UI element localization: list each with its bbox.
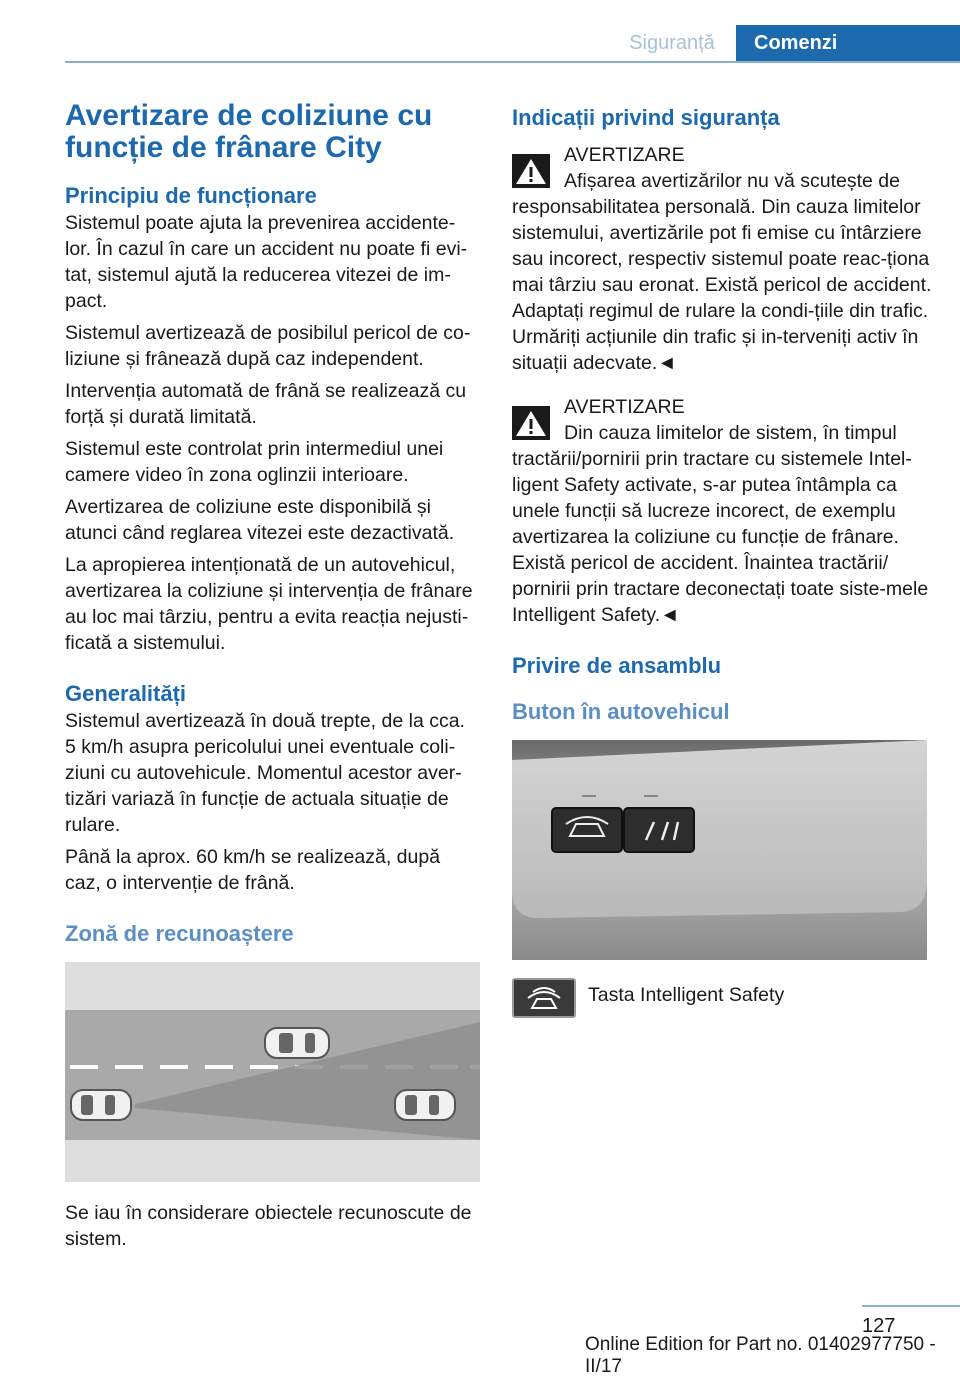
intelligent-safety-icon xyxy=(512,978,576,1018)
page-title: Avertizare de coliziune cu funcție de frânare City xyxy=(65,99,433,164)
edition-note: Online Edition for Part no. 01402977750 - II/17 xyxy=(585,1334,936,1377)
section-heading-siguranta: Indicații privind siguranța xyxy=(512,105,780,130)
section-heading-buton: Buton în autovehicul xyxy=(512,699,730,724)
page-number: 127 xyxy=(862,1315,896,1337)
warning-triangle-icon xyxy=(512,154,550,188)
section-heading-ansamblu: Privire de ansamblu xyxy=(512,653,722,678)
warning-label: AVERTIZARE xyxy=(564,396,685,418)
car-detection-icon xyxy=(65,962,480,1182)
paragraph: Până la aprox. 60 km/h se realizează, după caz, o intervenție de frână. xyxy=(65,846,441,894)
button-panel-illustration xyxy=(512,740,927,960)
detection-zone-illustration xyxy=(65,962,480,1182)
right-column xyxy=(512,104,932,1018)
paragraph: Intervenția automată de frână se realizează cu forță și durată limitată. xyxy=(65,380,467,428)
paragraph: La apropierea intenționată de un autovehicul, avertizarea la coliziune și intervenția de frânare au loc mai târziu, pentru a evita reacția nejusti-ficată a sistemului. xyxy=(65,554,473,654)
paragraph: Sistemul poate ajuta la prevenirea accidente-lor. În cazul în care un accident nu poate fi evi-tat, sistemul ajută la reducerea vitezei de im-pact. xyxy=(65,212,468,312)
vehicle-button-photo xyxy=(512,740,927,960)
section-heading-generalitati: Generalități xyxy=(65,681,187,706)
left-column xyxy=(65,100,480,1252)
paragraph: Sistemul avertizează de posibilul pericol de co-liziune și frânează după caz independent. xyxy=(65,322,471,370)
paragraph: Sistemul avertizează în două trepte, de la cca. 5 km/h asupra pericolului unei eventuale coli-ziuni cu autovehicule. Momentul acestor aver-tizări variază în funcție de actuala situație de rulare. xyxy=(65,710,465,836)
header-rule xyxy=(65,61,960,63)
warning-text: Afișarea avertizărilor nu vă scutește de responsabilitatea personală. Din cauza limitelor sistemului, avertizările pot fi emise cu întârziere sau incorect, respectiv sistemul poate reac-ționa mai târziu sau eronat. Există pericol de accident. Adaptați regimul de rulare la condi-țiile din trafic. Urmăriți acțiunile din trafic și in-terveniți activ în situații adecvate.◄ xyxy=(512,170,932,374)
section-heading-principiu: Principiu de funcționare xyxy=(65,183,317,208)
key-legend xyxy=(512,978,932,1018)
header-tab-comenzi[interactable]: Comenzi xyxy=(736,25,960,61)
header-tab-siguranta[interactable]: Siguranță xyxy=(629,32,715,54)
key-label: Tasta Intelligent Safety xyxy=(588,984,785,1006)
paragraph: Sistemul este controlat prin intermediul unei camere video în zona oglinzii interioare. xyxy=(65,438,444,486)
footer-rule xyxy=(862,1305,960,1307)
warning-label: AVERTIZARE xyxy=(564,144,685,166)
warning-block-2 xyxy=(512,394,932,628)
warning-triangle-icon xyxy=(512,406,550,440)
warning-text: Din cauza limitelor de sistem, în timpul tractării/pornirii prin tractare cu sistemele Intel-ligent Safety activate, s-ar putea întâmpla ca unele funcții să lucreze incorect, de exemplu avertizarea la coliziune cu funcție de frânare. Există pericol de accident. Înaintea tractării/ pornirii prin tractare deconectați toate siste-mele Intelligent Safety.◄ xyxy=(512,422,929,626)
warning-block-1 xyxy=(512,142,932,376)
section-heading-zona: Zonă de recunoaștere xyxy=(65,921,294,946)
figure-caption: Se iau în considerare obiectele recunoscute de sistem. xyxy=(65,1202,472,1250)
paragraph: Avertizarea de coliziune este disponibilă și atunci când reglarea vitezei este dezactivată. xyxy=(65,496,455,544)
